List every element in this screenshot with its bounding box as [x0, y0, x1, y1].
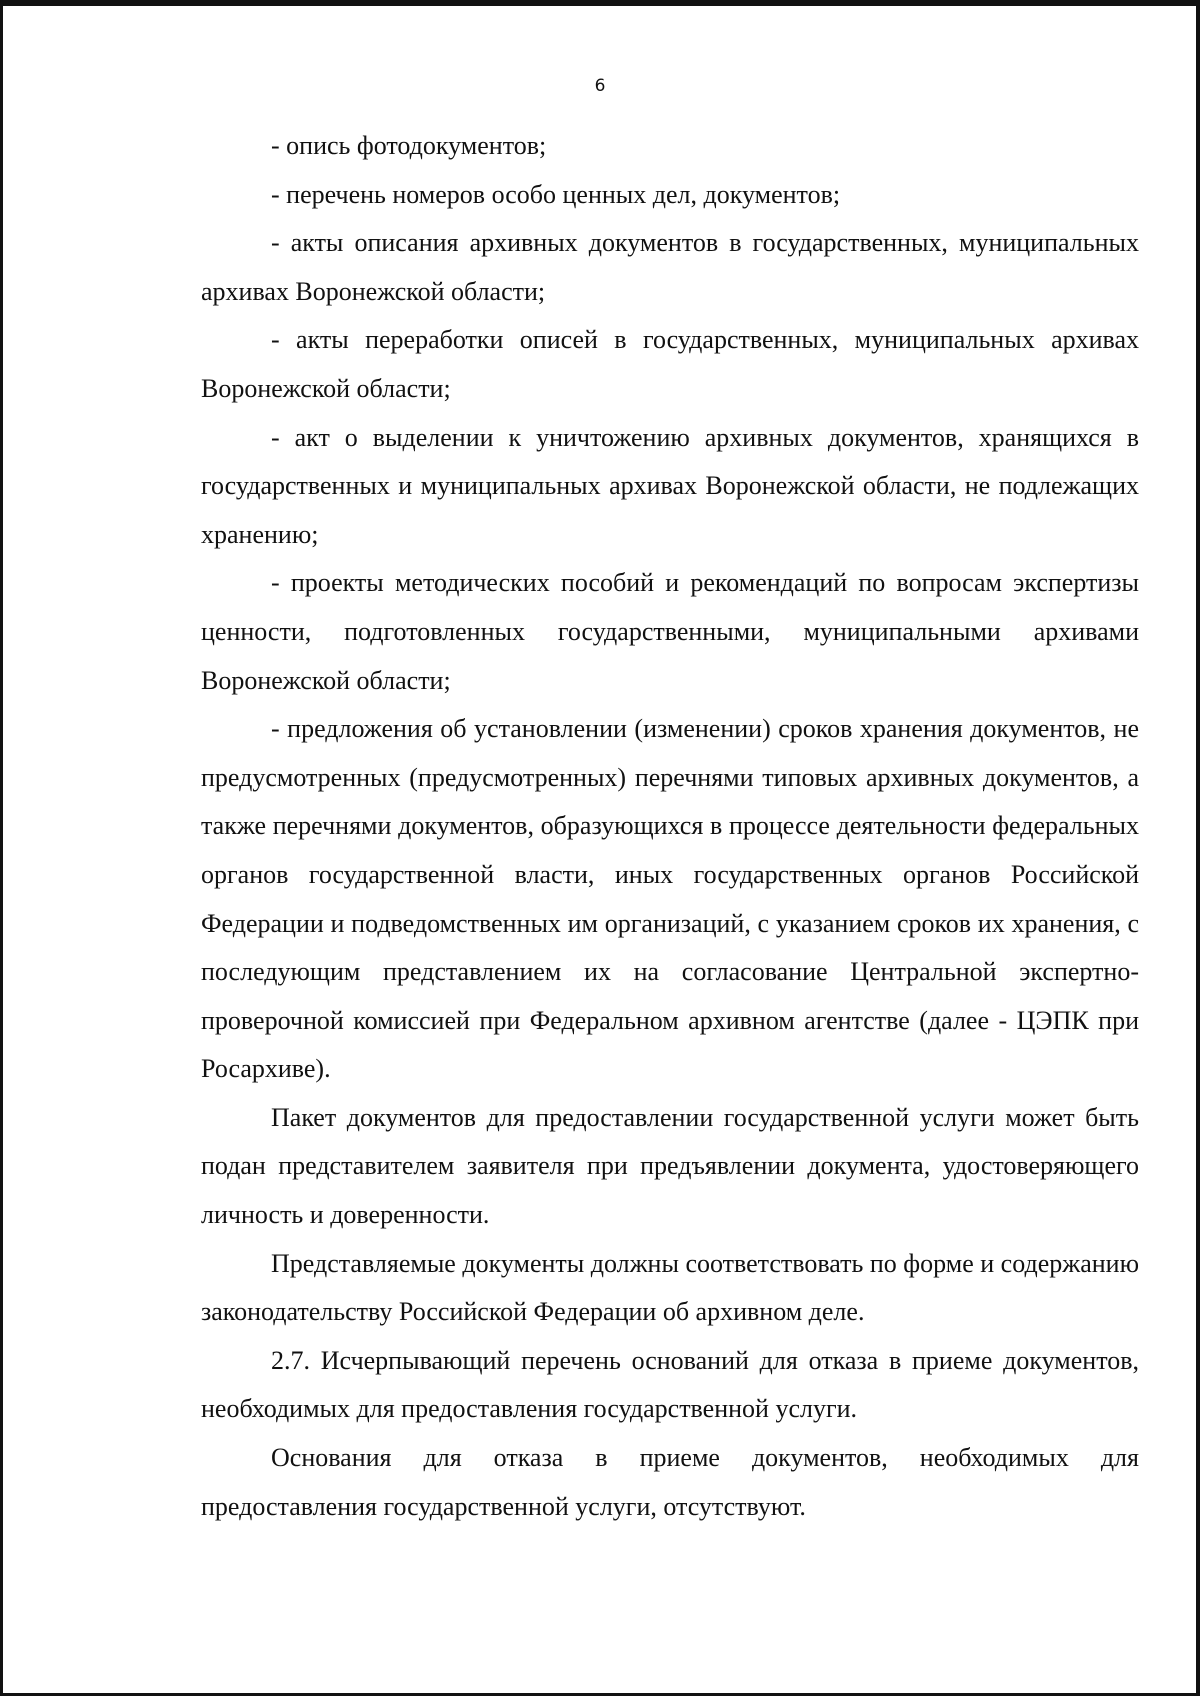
page-number: 6 — [594, 76, 606, 96]
list-item-storage-proposals: - предложения об установлении (изменении) сроков хранения документов, не предусмотренных (предусмотренных) перечнями типовых архивных документов, а также перечнями документов, образующихся в процессе деятельности федеральных органов государственной власти, иных государственных органов Российской Федерации и подведомственных им организаций, с указанием сроков их хранения, с последующим представлением их на согласование Центральной экспертно-проверочной комиссией при Федеральном архивном агентстве (далее - ЦЭПК при Росархиве). — [201, 714, 1139, 1084]
list-item-description-acts: - акты описания архивных документов в государственных, муниципальных архивах Воронежской области; — [201, 228, 1139, 306]
list-item-destruction-act: - акт о выделении к уничтожению архивных документов, хранящихся в государственных и муниципальных архивах Воронежской области, не подлежащих хранению; — [201, 422, 1139, 549]
paragraph-refusal-grounds: Основания для отказа в приеме документов, необходимых для предоставления государственной услуги, отсутствуют. — [201, 1443, 1139, 1521]
list-item-methodical-projects: - проекты методических пособий и рекомендаций по вопросам экспертизы ценности, подготовленных государственными, муниципальными архивами Воронежской области; — [201, 568, 1139, 695]
paragraph-document-package: Пакет документов для предоставлении государственной услуги может быть подан представителем заявителя при предъявлении документа, удостоверяющего личность и доверенности. — [201, 1102, 1139, 1230]
list-item-valuable-cases: - перечень номеров особо ценных дел, документов; — [271, 179, 841, 209]
document-body — [201, 122, 1139, 1531]
section-heading-2-7: 2.7. Исчерпывающий перечень оснований для отказа в приеме документов, необходимых для предоставления государственной услуги. — [201, 1345, 1139, 1424]
list-item-photo-inventory: - опись фотодокументов; — [271, 131, 547, 160]
paragraph-document-requirements: Представляемые документы должны соответствовать по форме и содержанию законодательству Российской Федерации об архивном деле. — [201, 1248, 1139, 1327]
list-item-revision-acts: - акты переработки описей в государственных, муниципальных архивах Воронежской области; — [201, 325, 1139, 403]
